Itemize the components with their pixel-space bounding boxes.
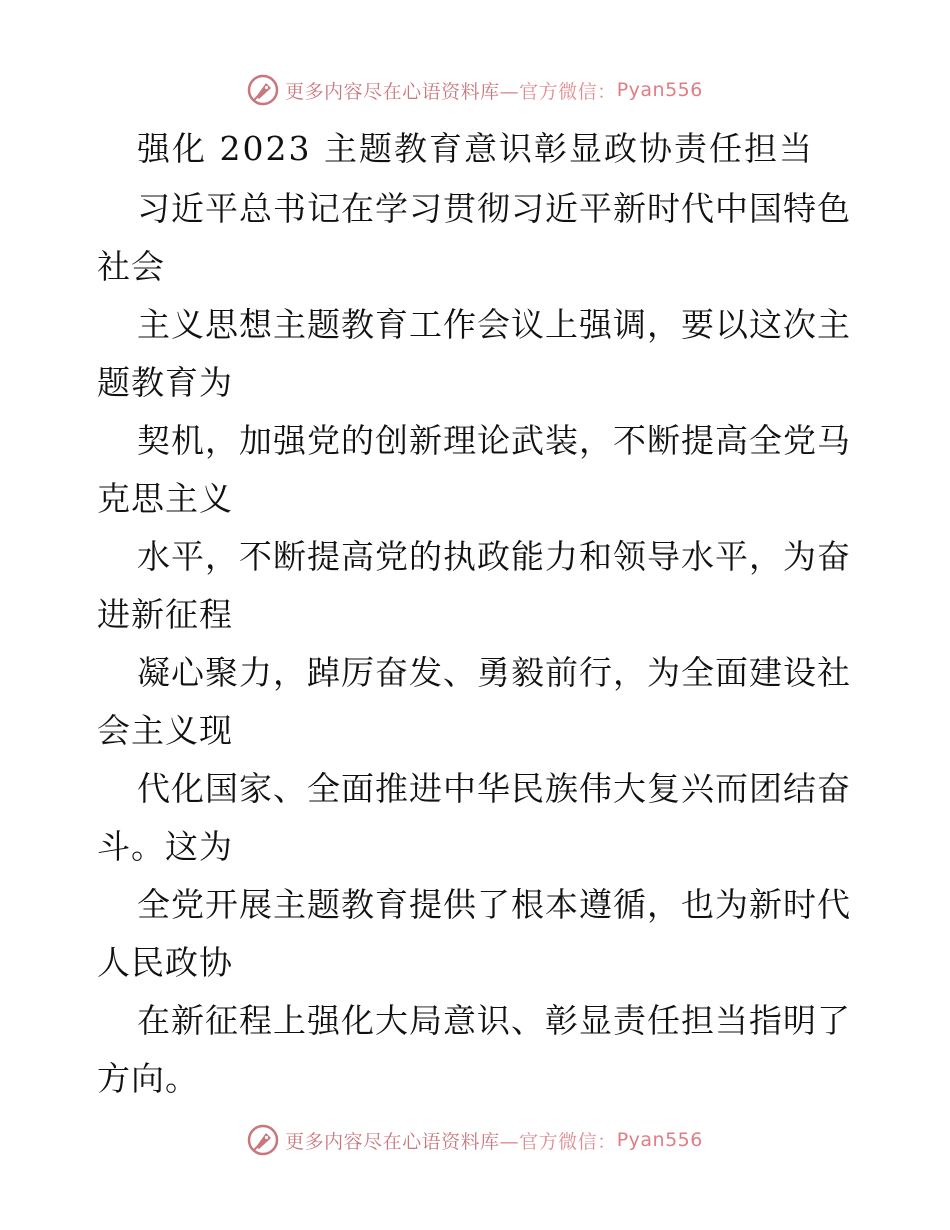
paragraph-line: 习近平总书记在学习贯彻习近平新时代中国特色 [137, 189, 851, 228]
watermark-text: 更多内容尽在心语资料库 [285, 1130, 500, 1153]
paragraph-line: 题教育为 [97, 363, 233, 402]
paragraph-line: 主义思想主题教育工作会议上强调，要以这次主 [137, 305, 851, 344]
paragraph [97, 760, 857, 876]
watermark-subtext: —官方微信： [499, 1130, 617, 1153]
paragraph [97, 992, 857, 1108]
paragraph [97, 644, 857, 760]
paragraph-line: 方向。 [97, 1059, 199, 1098]
paragraph [97, 412, 857, 528]
paragraph-line: 水平，不断提高党的执政能力和领导水平，为奋 [137, 537, 851, 576]
paragraph [97, 180, 857, 296]
watermark-banner-bottom [0, 1120, 950, 1160]
paragraph-line: 凝心聚力，踔厉奋发、勇毅前行，为全面建设社 [137, 653, 851, 692]
paragraph [97, 528, 857, 644]
watermark-wechat-id: Pyan556 [616, 79, 703, 101]
paragraph-line: 在新征程上强化大局意识、彰显责任担当指明了 [137, 1001, 851, 1040]
paragraph-line: 进新征程 [97, 595, 233, 634]
paragraph-line: 人民政协 [97, 943, 233, 982]
paragraph-line: 会主义现 [97, 711, 233, 750]
paragraph-line: 克思主义 [97, 479, 233, 518]
watermark-banner-top [0, 70, 950, 110]
watermark-subtext: —官方微信： [499, 80, 617, 103]
paragraph-line: 契机，加强党的创新理论武装，不断提高全党马 [137, 421, 851, 460]
paragraph-line: 斗。这为 [97, 827, 233, 866]
watermark-text: 更多内容尽在心语资料库 [285, 80, 500, 103]
watermark-wechat-id: Pyan556 [616, 1129, 703, 1151]
paragraph [97, 296, 857, 412]
document-title: 强化 2023 主题教育意识彰显政协责任担当 [137, 129, 814, 168]
document-body [97, 180, 857, 1108]
paragraph-line: 全党开展主题教育提供了根本遵循，也为新时代 [137, 885, 851, 924]
paragraph [97, 876, 857, 992]
pen-nib-logo-icon [247, 74, 279, 106]
pen-nib-logo-icon [247, 1124, 279, 1156]
paragraph-line: 代化国家、全面推进中华民族伟大复兴而团结奋 [137, 769, 851, 808]
paragraph-line: 社会 [97, 247, 165, 286]
